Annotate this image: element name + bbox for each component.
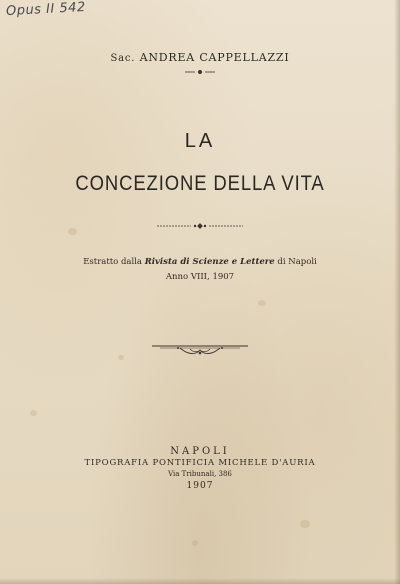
title-main: CONCEZIONE DELLA VITA [75,172,325,195]
foxing-spot [258,300,266,306]
title-article: LA [184,130,216,152]
scroll-ornament-icon [150,341,250,357]
imprint-year: 1907 [186,481,214,491]
imprint-city: NAPOLI [170,446,230,457]
journal-name: Rivista di Scienze e Lettere [144,257,275,267]
extract-before: Estratto dalla [83,257,142,267]
imprint-address: Via Tribunali, 386 [168,470,232,478]
foxing-spot [300,520,310,528]
handwritten-shelfmark: Opus II 542 [5,0,87,20]
extract-line [0,257,400,267]
foxing-spot [118,355,124,360]
page-edge-shadow [0,578,400,584]
foxing-spot [68,228,77,235]
small-ornament-icon [183,68,217,76]
author-name: ANDREA CAPPELLAZZI [139,51,290,64]
issue-line: Anno VIII, 1907 [165,272,235,282]
foxing-spot [30,410,37,416]
extract-after: di Napoli [277,257,317,267]
author-prefix: Sac. [110,53,136,64]
foxing-spot [192,540,198,546]
imprint-printer: TIPOGRAFIA PONTIFICIA MICHELE D'AURIA [84,458,316,468]
page-edge-shadow [394,0,400,584]
rule-ornament-icon [155,222,245,230]
author-line [0,51,400,64]
